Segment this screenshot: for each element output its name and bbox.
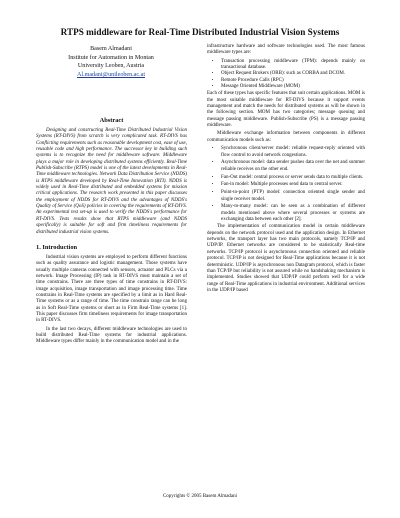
author-email[interactable]: Al.madani@unileoben.ac.at [76, 71, 146, 78]
right-paragraph-1: infrastructure hardware and software technologies used. The most famous middleware types are: [207, 44, 365, 56]
list-item: • Asynchronous model: data sender pushes data over the net and summer reliable receives on the other end. [221, 160, 365, 173]
section-heading-introduction: 1. Introduction [36, 243, 78, 251]
intro-paragraph-2: In the last two decays, different middleware technologies are used to build distributed Real-Time systems for industrial applications. Middleware types differ mainly in the communication model and in the [36, 326, 187, 345]
list-item: • Message Oriented Middleware (MOM) [221, 84, 365, 90]
list-item: • Object Request Brokers (ORB): such as CORBA and DCOM. [221, 71, 365, 77]
list-item: • Many-to-many model: can be seen as a combination of different models mentioned above where several processes or systems are exchanging data between each other [2]. [221, 204, 365, 223]
right-paragraph-3: Middleware exchange information between components in different communication models such as: [207, 131, 365, 143]
right-column [207, 44, 365, 296]
list-item: • Fan-Out model: central process or server sends data to multiple clients. [221, 175, 365, 181]
communication-models-list [207, 146, 365, 223]
right-paragraph-2: Each of these types has specific features that suit certain applications. MOM is the most suitable middleware for RT-DIVS because it support events management and match the needs for distributed systems as will be shown in the following section. MOM has two categories; message queuing and message passing middleware. Publish-Subscribe (PS) is a message passing middleware. [207, 91, 365, 129]
list-item: • Synchronous client/server model: reliable request-reply oriented with flow control to avoid network congestions. [221, 146, 365, 159]
abstract-heading: Abstract [99, 117, 124, 124]
list-item: • Point-to-point (PTP) model: connection oriented single sender and single receiver model. [221, 190, 365, 203]
author-block [36, 45, 186, 79]
paper-title: RTPS middleware for Real-Time Distributed Industrial Vision Systems [60, 27, 340, 37]
author-affiliation: Institute for Automation in Montan [68, 54, 154, 61]
list-item: • Remote Procedure Calls (RPC) [221, 78, 365, 84]
list-item: • Transaction processing middleware (TPM): depends mainly on transactional database. [221, 59, 365, 72]
middleware-types-list [207, 59, 365, 91]
author-university: University Leoben, Austria [77, 63, 145, 70]
author-name: Basem Almadani [90, 46, 132, 52]
intro-paragraph-1: Industrial vision systems are employed to perform different functions such as quality assurance and logistic management. Those systems have usually multiple cameras connected with sensors, actuator and PLCs via a network. Image Processing (IP) task in RT-DIVS must maintain a set of time constrains. There are three types of time constrains in RT-DIVS: image acquisition, image transportation and image processing time. Time constrains in Real-Time systems are specified by a limit as in Hard Real-Time systems or as a range of time. The time constrain range can be long as in Soft Real-Time systems or short as in Firm Real-Time systems [1]. This paper discusses firm timeliness requirements for image transportation in RT-DIVS. [36, 254, 187, 324]
abstract-text: Designing and constructing Real-Time Distributed Industrial Vision Systems (RT-DIVS) from scratch is very complicated task. RT-DIVS has Conflicting requirements such as reasonable development cost, ease of use, reusable code and high performance. The successor key in building such systems is to recognize the need for middleware software. Middleware plays a major role in developing distributed systems efficiently. Real-Time Publish-Subscribe (RTPS) model is one of the latest developments in Real-Time middleware technologies. Network Data Distribution Service (NDDS) is RTPS middleware developed by Real-Time Innovation (RTI). NDDS is widely used in Real-Time distributed and embedded systems for mission critical applications. The research work presented in this paper discusses the employment of NDDS for RT-DIVS and the advantages of NDDS's Quality of Service (QoS) policies in covering the requirements of RT-DIVS. An experimental test set-up is used to verify the NDDS's performance for RT-DIVS. Tests results show that RTPS middleware (and NDDS specifically) is suitable for soft and firm timeliness requirements for distributed industrial vision systems. [36, 128, 187, 235]
page-footer: Copyrights © 2005 Basem Almadani [162, 494, 238, 499]
right-paragraph-4: The implementation of communication model in certain middleware depends on the network protocol used and the application design. In Ethernet networks, the transport layer has two main protocols, namely TCP/IP and UDP/IP. Ethernet networks are considered to be statistically Real-time networks. TCP/IP protocol is asynchronous connection oriented and reliable protocol. TCP/IP is not designed for Real-Time applications because it is not deterministic. UDP/IP is asynchronous non Datagram protocol, which is faster than TCP/IP but reliability is not assured while no handshaking mechanism is implemented. Studies showed that UDP/IP could perform well for a wide range of Real-Time applications in industrial environment. Additional services in the UDP/IP based [207, 224, 365, 293]
left-column [36, 115, 187, 348]
list-item: • Fan-in model: Multiple processes send data to central server. [221, 182, 365, 188]
